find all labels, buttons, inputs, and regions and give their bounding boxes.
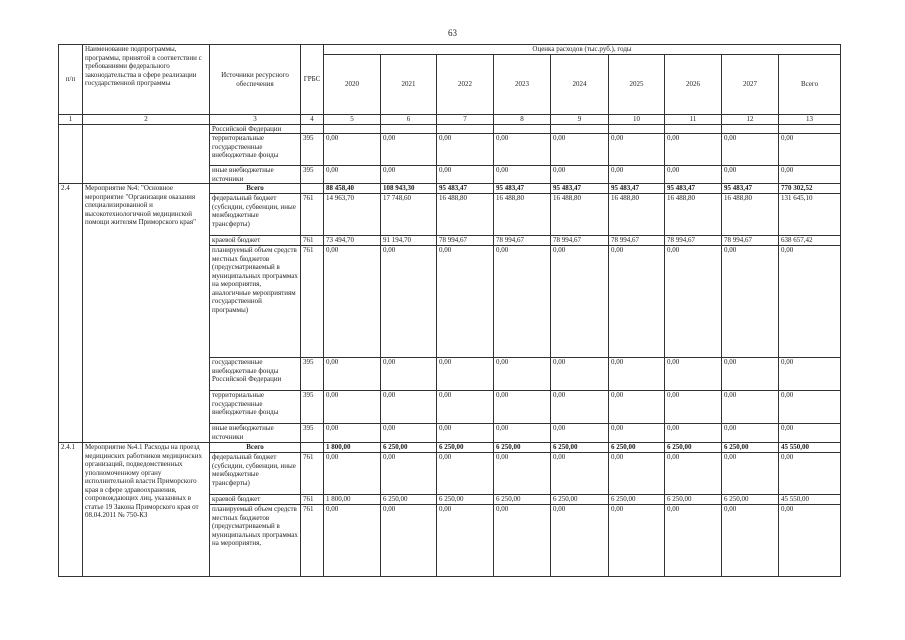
value-cell: 6 250,00 bbox=[722, 443, 779, 453]
value-cell: 131 645,10 bbox=[779, 194, 841, 236]
value-cell: 0,00 bbox=[494, 134, 551, 166]
value-cell: 6 250,00 bbox=[494, 495, 551, 505]
value-cell: 0,00 bbox=[381, 505, 437, 577]
value-cell: 0,00 bbox=[665, 246, 722, 358]
value-cell: 16 488,80 bbox=[437, 194, 494, 236]
value-cell: 108 943,30 bbox=[381, 184, 437, 194]
value-cell: 6 250,00 bbox=[665, 495, 722, 505]
value-cell: 0,00 bbox=[665, 134, 722, 166]
value-cell: 0,00 bbox=[665, 424, 722, 443]
table-row bbox=[59, 443, 841, 453]
source-cell: иные внебюджетные источники bbox=[210, 424, 301, 443]
grbs-cell: 395 bbox=[301, 166, 324, 184]
source-cell: краевой бюджет bbox=[210, 236, 301, 246]
value-cell: 770 302,52 bbox=[779, 184, 841, 194]
header-source: Источники ресурсного обеспечения bbox=[210, 45, 301, 115]
header-grbs: ГРБС bbox=[301, 45, 324, 115]
column-number-row bbox=[59, 115, 841, 125]
value-cell: 0,00 bbox=[324, 453, 381, 495]
value-cell: 95 483,47 bbox=[437, 184, 494, 194]
value-cell: 0,00 bbox=[494, 246, 551, 358]
source-cell: государственные внебюджетные фонды Российской Федерации bbox=[210, 358, 301, 391]
value-cell: 95 483,47 bbox=[551, 184, 609, 194]
value-cell: 0,00 bbox=[551, 358, 609, 391]
value-cell: 95 483,47 bbox=[494, 184, 551, 194]
value-cell: 0,00 bbox=[324, 134, 381, 166]
value-cell: 0,00 bbox=[437, 246, 494, 358]
value-cell: 0,00 bbox=[665, 505, 722, 577]
source-cell: планируемый объем средств местных бюджетов (предусматриваемый в муниципальных программах на мероприятия, bbox=[210, 505, 301, 577]
value-cell: 6 250,00 bbox=[494, 443, 551, 453]
value-cell: 0,00 bbox=[722, 166, 779, 184]
value-cell: 0,00 bbox=[381, 424, 437, 443]
header-year: 2020 bbox=[324, 55, 381, 115]
value-cell: 0,00 bbox=[779, 166, 841, 184]
page-number: 63 bbox=[448, 28, 457, 38]
value-cell: 6 250,00 bbox=[551, 443, 609, 453]
value-cell: 6 250,00 bbox=[551, 495, 609, 505]
value-cell: 16 488,80 bbox=[665, 194, 722, 236]
value-cell: 0,00 bbox=[722, 246, 779, 358]
value-cell: 0,00 bbox=[665, 391, 722, 424]
header-year: 2021 bbox=[381, 55, 437, 115]
value-cell: 78 994,67 bbox=[665, 236, 722, 246]
value-cell: 0,00 bbox=[324, 246, 381, 358]
grbs-cell: 761 bbox=[301, 246, 324, 358]
value-cell: 16 488,80 bbox=[722, 194, 779, 236]
value-cell: 6 250,00 bbox=[609, 443, 665, 453]
value-cell: 0,00 bbox=[551, 424, 609, 443]
value-cell: 0,00 bbox=[551, 246, 609, 358]
value-cell: 0,00 bbox=[381, 358, 437, 391]
value-cell: 78 994,67 bbox=[437, 236, 494, 246]
value-cell: 0,00 bbox=[494, 505, 551, 577]
grbs-cell: 395 bbox=[301, 358, 324, 391]
col-number: 5 bbox=[324, 115, 381, 125]
expense-table bbox=[58, 44, 841, 577]
header-expenses: Оценка расходов (тыс.руб.), годы bbox=[324, 45, 841, 55]
header-year: 2026 bbox=[665, 55, 722, 115]
value-cell: 0,00 bbox=[381, 246, 437, 358]
value-cell: 6 250,00 bbox=[381, 495, 437, 505]
value-cell: 17 748,60 bbox=[381, 194, 437, 236]
value-cell: 16 488,80 bbox=[494, 194, 551, 236]
value-cell: 0,00 bbox=[437, 134, 494, 166]
value-cell: 0,00 bbox=[437, 453, 494, 495]
value-cell: 78 994,67 bbox=[551, 236, 609, 246]
value-cell: 45 550,00 bbox=[779, 443, 841, 453]
header-year: 2027 bbox=[722, 55, 779, 115]
source-cell: иные внебюджетные источники bbox=[210, 166, 301, 184]
grbs-cell: 395 bbox=[301, 134, 324, 166]
table-row bbox=[59, 184, 841, 194]
value-cell: 0,00 bbox=[609, 391, 665, 424]
value-cell: 0,00 bbox=[381, 166, 437, 184]
value-cell: 0,00 bbox=[494, 391, 551, 424]
value-cell: 0,00 bbox=[722, 453, 779, 495]
value-cell: 95 483,47 bbox=[609, 184, 665, 194]
value-cell: 0,00 bbox=[609, 166, 665, 184]
value-cell: 0,00 bbox=[437, 424, 494, 443]
source-cell: краевой бюджет bbox=[210, 495, 301, 505]
value-cell: 0,00 bbox=[437, 358, 494, 391]
col-number: 13 bbox=[779, 115, 841, 125]
value-cell: 0,00 bbox=[437, 166, 494, 184]
source-cell: Всего bbox=[210, 443, 301, 453]
value-cell: 16 488,80 bbox=[609, 194, 665, 236]
value-cell: 0,00 bbox=[665, 453, 722, 495]
value-cell: 0,00 bbox=[494, 358, 551, 391]
value-cell: 0,00 bbox=[494, 453, 551, 495]
activity-name: Мероприятие №4: "Основное мероприятие "Организация оказания специализированной и высокотехнологичной медицинской помощи жителям Приморского края" bbox=[83, 184, 210, 443]
value-cell: 0,00 bbox=[779, 391, 841, 424]
value-cell: 0,00 bbox=[551, 391, 609, 424]
value-cell: 0,00 bbox=[494, 424, 551, 443]
col-number: 8 bbox=[494, 115, 551, 125]
header-year: 2024 bbox=[551, 55, 609, 115]
value-cell: 91 194,70 bbox=[381, 236, 437, 246]
value-cell: 14 963,70 bbox=[324, 194, 381, 236]
value-cell: 0,00 bbox=[551, 166, 609, 184]
value-cell: 0,00 bbox=[779, 424, 841, 443]
value-cell: 0,00 bbox=[609, 424, 665, 443]
value-cell: 0,00 bbox=[381, 391, 437, 424]
value-cell: 6 250,00 bbox=[381, 443, 437, 453]
source-cell: территориальные государственные внебюджетные фонды bbox=[210, 134, 301, 166]
value-cell: 0,00 bbox=[665, 358, 722, 391]
value-cell: 0,00 bbox=[551, 453, 609, 495]
value-cell: 1 800,00 bbox=[324, 443, 381, 453]
value-cell: 0,00 bbox=[722, 505, 779, 577]
value-cell: 0,00 bbox=[324, 166, 381, 184]
value-cell: 0,00 bbox=[779, 246, 841, 358]
col-number: 1 bbox=[59, 115, 83, 125]
value-cell: 0,00 bbox=[722, 424, 779, 443]
source-cell: территориальные государственные внебюджетные фонды bbox=[210, 391, 301, 424]
source-cell: федеральный бюджет (субсидии, субвенции, иные межбюджетные трансферты) bbox=[210, 194, 301, 236]
value-cell: 78 994,67 bbox=[609, 236, 665, 246]
value-cell: 0,00 bbox=[609, 453, 665, 495]
grbs-cell: 395 bbox=[301, 424, 324, 443]
value-cell: 1 800,00 bbox=[324, 495, 381, 505]
value-cell: 638 657,42 bbox=[779, 236, 841, 246]
value-cell: 0,00 bbox=[324, 358, 381, 391]
value-cell: 0,00 bbox=[779, 505, 841, 577]
grbs-cell: 761 bbox=[301, 194, 324, 236]
value-cell: 16 488,80 bbox=[551, 194, 609, 236]
header-year: Всего bbox=[779, 55, 841, 115]
value-cell: 0,00 bbox=[609, 134, 665, 166]
grbs-cell: 761 bbox=[301, 453, 324, 495]
value-cell: 0,00 bbox=[437, 505, 494, 577]
source-cell: федеральный бюджет (субсидии, субвенции, иные межбюджетные трансферты) bbox=[210, 453, 301, 495]
row-number: 2.4 bbox=[59, 184, 83, 443]
value-cell: 0,00 bbox=[609, 505, 665, 577]
grbs-cell: 395 bbox=[301, 391, 324, 424]
value-cell: 0,00 bbox=[324, 424, 381, 443]
value-cell: 0,00 bbox=[437, 391, 494, 424]
value-cell: 0,00 bbox=[779, 453, 841, 495]
header-num: п/п bbox=[59, 45, 83, 115]
value-cell: 0,00 bbox=[381, 134, 437, 166]
col-number: 6 bbox=[381, 115, 437, 125]
value-cell: 0,00 bbox=[609, 246, 665, 358]
source-cell: Российской Федерации bbox=[210, 124, 301, 134]
grbs-cell: 761 bbox=[301, 505, 324, 577]
table-row bbox=[59, 124, 841, 134]
value-cell: 0,00 bbox=[722, 391, 779, 424]
value-cell: 95 483,47 bbox=[722, 184, 779, 194]
value-cell: 0,00 bbox=[722, 358, 779, 391]
value-cell: 6 250,00 bbox=[665, 443, 722, 453]
value-cell: 0,00 bbox=[551, 505, 609, 577]
value-cell: 0,00 bbox=[779, 134, 841, 166]
col-number: 3 bbox=[210, 115, 301, 125]
value-cell: 0,00 bbox=[779, 358, 841, 391]
value-cell: 0,00 bbox=[665, 166, 722, 184]
value-cell: 0,00 bbox=[609, 358, 665, 391]
value-cell: 6 250,00 bbox=[437, 443, 494, 453]
col-number: 4 bbox=[301, 115, 324, 125]
grbs-cell: 761 bbox=[301, 495, 324, 505]
header-year: 2025 bbox=[609, 55, 665, 115]
source-cell: планируемый объем средств местных бюджетов (предусматриваемый в муниципальных программах на мероприятия, аналогичные мероприятиям государственной программы) bbox=[210, 246, 301, 358]
col-number: 10 bbox=[609, 115, 665, 125]
col-number: 12 bbox=[722, 115, 779, 125]
header-subprogram: Наименование подпрограммы, программы, принятой в соответствии с требованиями федерального законодательства в сфере реализации государственной программы bbox=[83, 45, 210, 115]
value-cell: 0,00 bbox=[324, 505, 381, 577]
value-cell: 45 550,00 bbox=[779, 495, 841, 505]
col-number: 2 bbox=[83, 115, 210, 125]
activity-name: Мероприятие №4.1 Расходы на проезд медицинских работников медицинских организаций, подведомственных уполномоченному органу исполнительной власти Приморского края в сфере здравоохранения, сопровождающих лиц, указанных в статье 19 Закона Приморского края от 08.04.2011 № 750-КЗ bbox=[83, 443, 210, 577]
row-number: 2.4.1 bbox=[59, 443, 83, 577]
value-cell: 78 994,67 bbox=[494, 236, 551, 246]
col-number: 9 bbox=[551, 115, 609, 125]
col-number: 11 bbox=[665, 115, 722, 125]
col-number: 7 bbox=[437, 115, 494, 125]
value-cell: 0,00 bbox=[494, 166, 551, 184]
value-cell: 0,00 bbox=[551, 134, 609, 166]
value-cell: 0,00 bbox=[381, 453, 437, 495]
value-cell: 6 250,00 bbox=[722, 495, 779, 505]
value-cell: 78 994,67 bbox=[722, 236, 779, 246]
value-cell: 88 458,40 bbox=[324, 184, 381, 194]
header-year: 2022 bbox=[437, 55, 494, 115]
header-year: 2023 bbox=[494, 55, 551, 115]
grbs-cell: 761 bbox=[301, 236, 324, 246]
source-cell: Всего bbox=[210, 184, 301, 194]
value-cell: 0,00 bbox=[324, 391, 381, 424]
value-cell: 95 483,47 bbox=[665, 184, 722, 194]
value-cell: 6 250,00 bbox=[609, 495, 665, 505]
value-cell: 6 250,00 bbox=[437, 495, 494, 505]
value-cell: 73 494,70 bbox=[324, 236, 381, 246]
value-cell: 0,00 bbox=[722, 134, 779, 166]
